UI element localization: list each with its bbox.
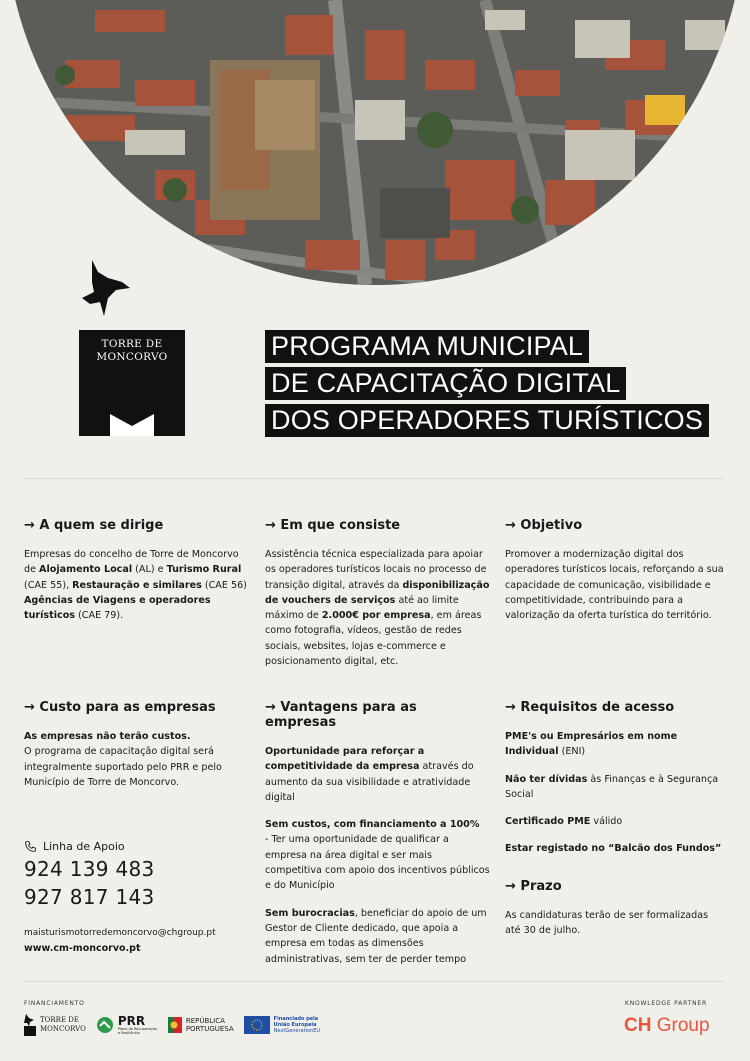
rep-line1: REPÚBLICA	[185, 1017, 225, 1025]
eu-line3: NextGenerationEU	[273, 1028, 321, 1034]
requisito-2: Não ter dívidas às Finanças e à Segurança Social	[505, 773, 719, 800]
section-text: As candidaturas terão de ser formalizadas até 30 de julho.	[505, 910, 709, 937]
prr-sub: Plano de Recuperação e Resiliência	[117, 1027, 157, 1035]
ch-group-word: Group	[651, 1015, 710, 1036]
sponsor-eu	[244, 1016, 320, 1034]
rep-line2: PORTUGUESA	[185, 1025, 234, 1033]
section-requisitos	[505, 700, 725, 869]
section-heading: → Prazo	[505, 879, 562, 894]
requisito-3: Certificado PME válido	[505, 816, 623, 828]
support-label: Linha de Apoio	[43, 840, 125, 853]
portugal-emblem-icon	[168, 1017, 182, 1033]
eu-flag-icon	[244, 1016, 270, 1034]
hero-aerial-photo	[5, 0, 745, 285]
section-heading: → Objetivo	[505, 518, 583, 533]
section-heading: → Em que consiste	[265, 518, 401, 533]
ch-mark: CH	[624, 1015, 652, 1036]
divider-top	[24, 478, 724, 479]
divider-bottom	[24, 981, 724, 982]
phone-number-1[interactable]: 924 139 483	[24, 857, 155, 881]
page-title	[265, 330, 709, 441]
sponsor-logos	[24, 1014, 320, 1036]
partner-label: KNOWLEDGE PARTNER	[625, 1000, 707, 1007]
bird-icon	[78, 258, 132, 320]
requisito-4: Estar registado no “Balcão dos Fundos”	[505, 843, 722, 855]
section-prazo	[505, 879, 725, 951]
eu-line2: União Europeia	[273, 1022, 317, 1028]
section-text: Promover a modernização digital dos operadores turísticos locais, reforçando a sua capacidade de comunicação, visibilidade e competitividade, contribuindo para a valorização da oferta turística do território.	[505, 549, 724, 622]
prr-icon	[96, 1016, 114, 1034]
website-link[interactable]: www.cm-moncorvo.pt	[24, 943, 141, 954]
vantagem-1: Oportunidade para reforçar a competitividade da empresa através do aumento da sua visibilidade e atratividade digital	[265, 746, 474, 803]
vantagem-2: Sem custos, com financiamento a 100% - Ter uma oportunidade de qualificar a empresa na área digital e ser mais competitiva com apoio dos incentivos públicos e do Município	[265, 819, 490, 892]
tm-line2: MONCORVO	[40, 1025, 86, 1033]
logo-m-mark	[110, 412, 154, 436]
section-em-que-consiste	[265, 518, 490, 681]
section-vantagens	[265, 700, 490, 979]
section-text: As empresas não terão custos. O programa de capacitação digital será integralmente suportado pelo PRR e pelo Município de Torre de Moncorvo.	[24, 731, 222, 788]
prr-label: PRR	[117, 1014, 146, 1028]
phone-icon	[24, 840, 37, 853]
sponsor-republica-portuguesa	[168, 1017, 234, 1033]
sponsor-prr	[96, 1015, 158, 1035]
ch-group-logo	[624, 1015, 710, 1037]
title-line1: PROGRAMA MUNICIPAL	[265, 330, 589, 363]
torre-de-moncorvo-logo	[79, 330, 185, 436]
bird-small-icon	[24, 1014, 36, 1036]
section-text: Assistência técnica especializada para apoiar os operadores turísticos locais no processo de transição digital, através da disponibilização de vouchers de serviços até ao limite máximo de 2.000€ por empresa, em áreas como fotografia, vídeos, gestão de redes sociais, websites, lojas e-commerce e posicionamento digital, etc.	[265, 549, 490, 668]
support-line	[24, 840, 244, 909]
sponsor-torre-de-moncorvo	[24, 1014, 86, 1036]
email-link[interactable]: maisturismotorredemoncorvo@chgroup.pt	[24, 928, 216, 938]
section-heading: → A quem se dirige	[24, 518, 164, 533]
section-text: Empresas do concelho de Torre de Moncorvo de Alojamento Local (AL) e Turismo Rural (CAE 55), Restauração e similares (CAE 56) Agências de Viagens e operadores turísticos (CAE 79).	[24, 549, 247, 622]
title-line2: DE CAPACITAÇÃO DIGITAL	[265, 367, 626, 400]
section-a-quem-se-dirige	[24, 518, 249, 635]
section-objetivo	[505, 518, 725, 635]
tm-line1: TORRE DE	[40, 1016, 80, 1024]
section-heading: → Custo para as empresas	[24, 700, 216, 715]
section-custo	[24, 700, 249, 802]
logo-line2: MONCORVO	[96, 351, 168, 363]
section-heading: → Vantagens para as empresas	[265, 700, 417, 730]
phone-number-2[interactable]: 927 817 143	[24, 885, 155, 909]
section-heading: → Requisitos de acesso	[505, 700, 675, 715]
financing-label: FINANCIAMENTO	[24, 1000, 85, 1007]
eu-line1: Financiado pela	[273, 1016, 319, 1022]
logo-line1: TORRE DE	[101, 338, 163, 350]
requisito-1: PME's ou Empresários em nome Individual (ENI)	[505, 731, 678, 758]
vantagem-3: Sem burocracias, beneficiar do apoio de um Gestor de Cliente dedicado, que apoia a empresa em todas as dimensões administrativas, sem ter de perder tempo	[265, 907, 487, 965]
title-line3: DOS OPERADORES TURÍSTICOS	[265, 404, 709, 437]
